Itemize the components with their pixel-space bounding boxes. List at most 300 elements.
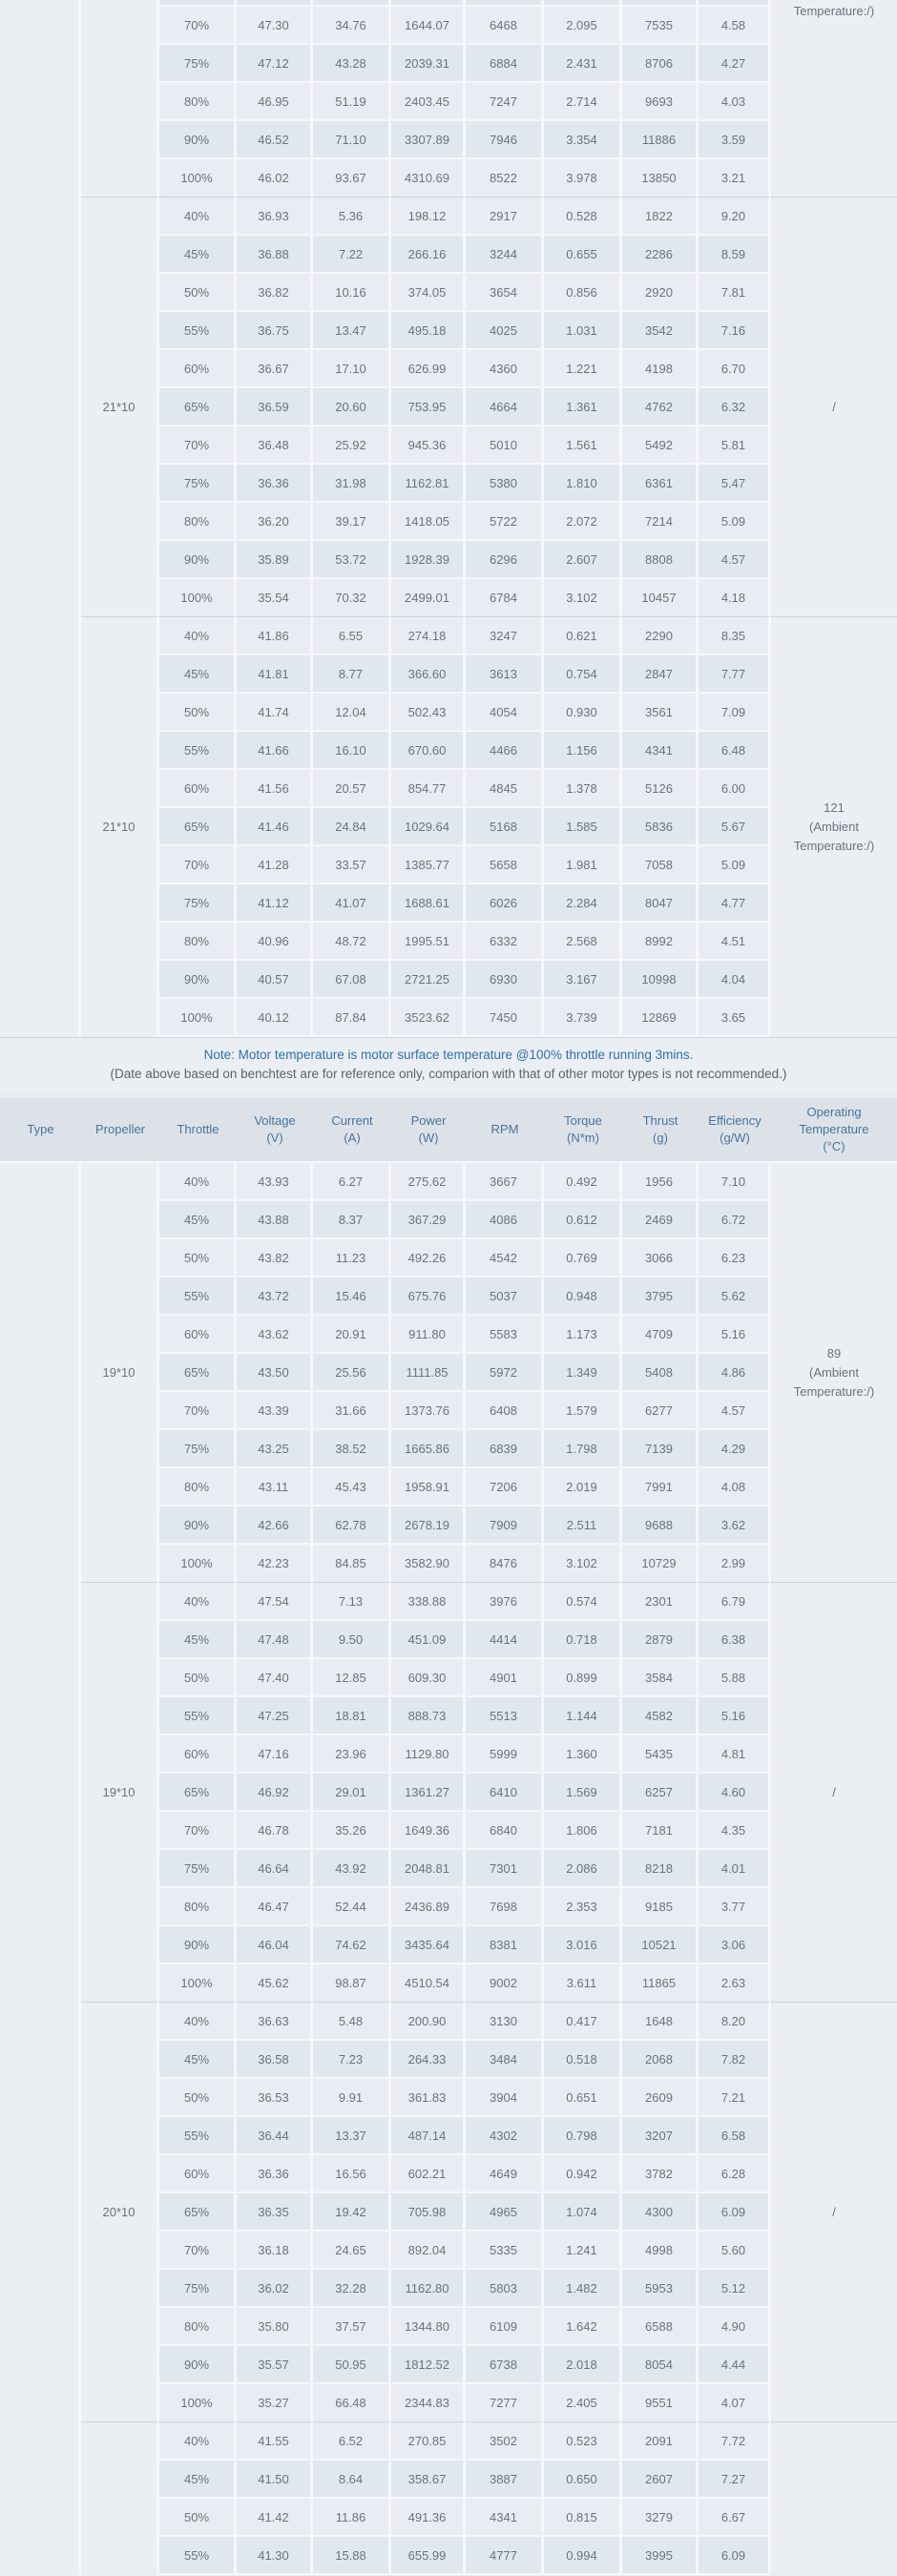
table-cell: 5010 (466, 426, 544, 465)
table-cell: 50% (159, 1659, 237, 1697)
table-cell: 1649.36 (391, 1812, 466, 1850)
table-cell: 75% (159, 465, 237, 503)
table-cell: 36.63 (237, 2003, 313, 2041)
table-cell: 60% (159, 1316, 237, 1354)
table-cell: 4762 (622, 388, 699, 426)
table-cell (622, 0, 699, 7)
table-cell: 3.59 (699, 121, 771, 159)
table-cell: 70% (159, 426, 237, 465)
table-cell: 90% (159, 121, 237, 159)
table-cell: 4300 (622, 2193, 699, 2232)
table-cell: 6840 (466, 1812, 544, 1850)
table-cell: 4.77 (699, 884, 771, 923)
temperature-cell: / (771, 197, 897, 617)
table-cell: 46.92 (237, 1774, 313, 1812)
table-cell: 43.88 (237, 1201, 313, 1239)
table-cell: 25.92 (313, 426, 391, 465)
table-cell: 5.16 (699, 1697, 771, 1735)
table-cell: 8054 (622, 2346, 699, 2384)
table-cell: 7.16 (699, 312, 771, 350)
table-cell: 41.46 (237, 808, 313, 846)
table-cell: 43.25 (237, 1430, 313, 1468)
table-cell: 1162.80 (391, 2270, 466, 2308)
table-cell: 4901 (466, 1659, 544, 1697)
table-cell: 93.67 (313, 159, 391, 197)
table-cell: 4341 (466, 2499, 544, 2537)
table-cell: 4998 (622, 2232, 699, 2270)
table-cell: 3582.90 (391, 1545, 466, 1583)
table-cell: 6296 (466, 541, 544, 579)
table-cell: 3.016 (544, 1926, 622, 1964)
table-cell: 0.899 (544, 1659, 622, 1697)
table-cell: 0.930 (544, 694, 622, 732)
table-cell: 4582 (622, 1697, 699, 1735)
table-cell: 4198 (622, 350, 699, 388)
table-cell: 3.978 (544, 159, 622, 197)
table-cell: 2091 (622, 2422, 699, 2461)
table-cell: 6361 (622, 465, 699, 503)
table-cell: 3.167 (544, 961, 622, 999)
table-cell: 8381 (466, 1926, 544, 1964)
table-cell: 40% (159, 197, 237, 236)
table-cell: 65% (159, 1774, 237, 1812)
table-cell: 753.95 (391, 388, 466, 426)
table-cell: 66.48 (313, 2384, 391, 2422)
table-cell: 2436.89 (391, 1888, 466, 1926)
table-cell: 9.91 (313, 2079, 391, 2117)
column-header: Efficiency (g/W) (699, 1098, 771, 1163)
propeller-cell (81, 2422, 159, 2575)
table-cell: 2920 (622, 274, 699, 312)
table-cell: 100% (159, 999, 237, 1037)
table-cell: 0.492 (544, 1163, 622, 1201)
table-cell: 12869 (622, 999, 699, 1037)
table-cell: 47.12 (237, 45, 313, 83)
table-cell: 41.12 (237, 884, 313, 923)
table-cell: 10457 (622, 579, 699, 617)
table-cell: 36.48 (237, 426, 313, 465)
table-cell: 0.523 (544, 2422, 622, 2461)
table-cell: 25.56 (313, 1354, 391, 1392)
table-cell: 6468 (466, 7, 544, 45)
table-cell: 7058 (622, 846, 699, 884)
table-cell: 4.51 (699, 923, 771, 961)
table-cell: 11886 (622, 121, 699, 159)
table-cell: 6839 (466, 1430, 544, 1468)
table-cell: 10521 (622, 1926, 699, 1964)
table-cell: 51.19 (313, 83, 391, 121)
table-cell: 5335 (466, 2232, 544, 2270)
column-header: Torque (N*m) (544, 1098, 622, 1163)
table-cell: 4.58 (699, 7, 771, 45)
table-cell: 5.16 (699, 1316, 771, 1354)
table-cell: 84.85 (313, 1545, 391, 1583)
table-cell: 36.88 (237, 236, 313, 274)
table-cell: 0.655 (544, 236, 622, 274)
table-cell: 2607 (622, 2461, 699, 2499)
table-cell: 374.05 (391, 274, 466, 312)
table-cell: 0.942 (544, 2155, 622, 2193)
table-cell: 7946 (466, 121, 544, 159)
table-cell: 6.38 (699, 1621, 771, 1659)
table-cell: 1361.27 (391, 1774, 466, 1812)
table-cell: 45% (159, 2461, 237, 2499)
table-cell: 1.569 (544, 1774, 622, 1812)
table-cell: 8992 (622, 923, 699, 961)
table-cell: 2.568 (544, 923, 622, 961)
table-cell: 41.28 (237, 846, 313, 884)
table-cell: 7301 (466, 1850, 544, 1888)
table-cell: 70% (159, 1812, 237, 1850)
table-cell: 9.20 (699, 197, 771, 236)
table-cell: 50% (159, 2499, 237, 2537)
table-cell: 3561 (622, 694, 699, 732)
table-cell: 3887 (466, 2461, 544, 2499)
table-cell: 7206 (466, 1468, 544, 1506)
table-cell: 13850 (622, 159, 699, 197)
table-cell: 492.26 (391, 1239, 466, 1278)
table-cell: 0.518 (544, 2041, 622, 2079)
table-cell: 1418.05 (391, 503, 466, 541)
table-cell: 23.96 (313, 1735, 391, 1774)
table-cell: 46.78 (237, 1812, 313, 1850)
table-cell: 3995 (622, 2537, 699, 2575)
table-cell: 1.074 (544, 2193, 622, 2232)
table-cell: 1344.80 (391, 2308, 466, 2346)
table-cell: 1.378 (544, 770, 622, 808)
table-cell: 35.27 (237, 2384, 313, 2422)
table-cell: 36.59 (237, 388, 313, 426)
table-cell: 2.095 (544, 7, 622, 45)
table-cell: 1.482 (544, 2270, 622, 2308)
table-cell: 4.57 (699, 541, 771, 579)
table-cell: 6.27 (313, 1163, 391, 1201)
table-cell: 36.67 (237, 350, 313, 388)
table-cell: 43.28 (313, 45, 391, 83)
table-cell: 655.99 (391, 2537, 466, 2575)
table-cell: 6.00 (699, 770, 771, 808)
table-cell: 7450 (466, 999, 544, 1037)
table-cell: 100% (159, 159, 237, 197)
table-cell: 5583 (466, 1316, 544, 1354)
table-cell: 8.77 (313, 655, 391, 694)
table-cell: 3244 (466, 236, 544, 274)
table-cell: 36.44 (237, 2117, 313, 2155)
table-cell: 1688.61 (391, 884, 466, 923)
table-cell: 38.52 (313, 1430, 391, 1468)
table-cell: 20.91 (313, 1316, 391, 1354)
table-cell: 70% (159, 846, 237, 884)
table-cell: 274.18 (391, 617, 466, 655)
table-cell: 6884 (466, 45, 544, 83)
table-cell: 7247 (466, 83, 544, 121)
table-cell: 7.81 (699, 274, 771, 312)
table-cell: 12.85 (313, 1659, 391, 1697)
table-cell: 675.76 (391, 1278, 466, 1316)
table-cell: 36.35 (237, 2193, 313, 2232)
table-cell: 6.28 (699, 2155, 771, 2193)
table-cell: 266.16 (391, 236, 466, 274)
table-cell: 2.353 (544, 1888, 622, 1926)
table-cell: 8047 (622, 884, 699, 923)
table-cell: 6410 (466, 1774, 544, 1812)
table-cell: 6.58 (699, 2117, 771, 2155)
table-cell: 12.04 (313, 694, 391, 732)
table-cell: 2.431 (544, 45, 622, 83)
table-cell: 75% (159, 45, 237, 83)
table-cell: 705.98 (391, 2193, 466, 2232)
table-cell: 90% (159, 1506, 237, 1545)
table-cell: 5953 (622, 2270, 699, 2308)
table-cell: 41.50 (237, 2461, 313, 2499)
table-cell: 0.417 (544, 2003, 622, 2041)
table-cell: 8522 (466, 159, 544, 197)
table-cell: 24.84 (313, 808, 391, 846)
table-cell: 495.18 (391, 312, 466, 350)
table-cell: 80% (159, 923, 237, 961)
table-cell: 80% (159, 1468, 237, 1506)
table-cell: 1.144 (544, 1697, 622, 1735)
table-cell: 65% (159, 388, 237, 426)
table-cell: 50% (159, 2079, 237, 2117)
table-cell: 4.03 (699, 83, 771, 121)
propeller-cell: 19*10 (81, 1583, 159, 2003)
table-cell: 275.62 (391, 1163, 466, 1201)
table-cell: 98.87 (313, 1964, 391, 2003)
table-cell: 16.56 (313, 2155, 391, 2193)
table-cell: 16.10 (313, 732, 391, 770)
table-cell: 100% (159, 579, 237, 617)
table-cell: 40.12 (237, 999, 313, 1037)
table-cell: 2.018 (544, 2346, 622, 2384)
table-cell: 2344.83 (391, 2384, 466, 2422)
table-cell: 100% (159, 2384, 237, 2422)
table-cell: 47.25 (237, 1697, 313, 1735)
table-cell: 1.806 (544, 1812, 622, 1850)
table-cell: 46.95 (237, 83, 313, 121)
table-cell: 36.75 (237, 312, 313, 350)
note (0, 1037, 897, 1092)
table-cell: 7.27 (699, 2461, 771, 2499)
table-cell: 2.405 (544, 2384, 622, 2422)
table-cell: 5.36 (313, 197, 391, 236)
table-cell: 8808 (622, 541, 699, 579)
table-cell (237, 0, 313, 7)
temperature-cell: 89 (Ambient Temperature:/) (771, 1163, 897, 1583)
table-cell: 4664 (466, 388, 544, 426)
table-cell: 7181 (622, 1812, 699, 1850)
table-cell: 75% (159, 884, 237, 923)
table-cell: 41.66 (237, 732, 313, 770)
table-cell: 5972 (466, 1354, 544, 1392)
table-cell: 40% (159, 2422, 237, 2461)
table-cell: 46.64 (237, 1850, 313, 1888)
table-row (0, 2003, 897, 2041)
table-cell: 50% (159, 1239, 237, 1278)
table-cell: 2290 (622, 617, 699, 655)
table-cell: 45% (159, 2041, 237, 2079)
table-cell: 50% (159, 694, 237, 732)
table-cell: 43.50 (237, 1354, 313, 1392)
table-cell: 2.714 (544, 83, 622, 121)
table-cell: 4.57 (699, 1392, 771, 1430)
table-cell: 1385.77 (391, 846, 466, 884)
table-cell: 90% (159, 961, 237, 999)
table-cell: 2039.31 (391, 45, 466, 83)
column-header: Propeller (81, 1098, 159, 1163)
table-cell: 6588 (622, 2308, 699, 2346)
table-cell: 41.30 (237, 2537, 313, 2575)
table-cell: 15.88 (313, 2537, 391, 2575)
table-cell: 6.72 (699, 1201, 771, 1239)
table-cell: 10998 (622, 961, 699, 999)
table-cell: 6.48 (699, 732, 771, 770)
table-cell: 8706 (622, 45, 699, 83)
table-cell: 4025 (466, 312, 544, 350)
spec-table-top (0, 0, 897, 1037)
table-cell: 47.16 (237, 1735, 313, 1774)
propeller-cell: 21*10 (81, 197, 159, 617)
table-cell: 3.102 (544, 579, 622, 617)
table-cell: 47.30 (237, 7, 313, 45)
table-cell: 36.02 (237, 2270, 313, 2308)
table-cell: 37.57 (313, 2308, 391, 2346)
table-cell: 7535 (622, 7, 699, 45)
table-cell: 1958.91 (391, 1468, 466, 1506)
table-cell: 7698 (466, 1888, 544, 1926)
table-cell: 39.17 (313, 503, 391, 541)
table-cell: 3.62 (699, 1506, 771, 1545)
table-cell: 6.70 (699, 350, 771, 388)
table-cell: 4845 (466, 770, 544, 808)
table-cell: 36.53 (237, 2079, 313, 2117)
column-header: Thrust (g) (622, 1098, 699, 1163)
table-cell (699, 0, 771, 7)
table-cell: 5.88 (699, 1659, 771, 1697)
propeller-cell: 21*10 (81, 617, 159, 1037)
table-cell: 6.09 (699, 2193, 771, 2232)
table-cell: 4414 (466, 1621, 544, 1659)
table-cell: 20.60 (313, 388, 391, 426)
column-header: Current (A) (313, 1098, 391, 1163)
table-cell: 198.12 (391, 197, 466, 236)
table-cell: 6930 (466, 961, 544, 999)
table-cell: 4.90 (699, 2308, 771, 2346)
table-cell: 41.74 (237, 694, 313, 732)
table-cell: 41.07 (313, 884, 391, 923)
table-cell: 7.77 (699, 655, 771, 694)
propeller-cell (81, 0, 159, 197)
table-cell: 5380 (466, 465, 544, 503)
table-cell: 626.99 (391, 350, 466, 388)
table-cell: 6.67 (699, 2499, 771, 2537)
table-cell: 13.47 (313, 312, 391, 350)
table-cell: 4542 (466, 1239, 544, 1278)
table-cell: 1.642 (544, 2308, 622, 2346)
type-cell (0, 1163, 81, 2575)
table-cell: 1.360 (544, 1735, 622, 1774)
table-cell: 3307.89 (391, 121, 466, 159)
table-cell: 65% (159, 2193, 237, 2232)
table-cell: 5.81 (699, 426, 771, 465)
spec-table-bottom (0, 1098, 897, 2575)
temperature-cell (771, 2422, 897, 2575)
table-cell: 6784 (466, 579, 544, 617)
table-cell: 3.77 (699, 1888, 771, 1926)
table-cell: 40.96 (237, 923, 313, 961)
table-cell: 3542 (622, 312, 699, 350)
table-cell: 75% (159, 1850, 237, 1888)
table-cell: 7.21 (699, 2079, 771, 2117)
table-cell: 5803 (466, 2270, 544, 2308)
table-cell: 75% (159, 1430, 237, 1468)
table-cell: 6277 (622, 1392, 699, 1430)
table-cell (313, 0, 391, 7)
table-cell: 4.86 (699, 1354, 771, 1392)
table-cell: 19.42 (313, 2193, 391, 2232)
table-cell: 1995.51 (391, 923, 466, 961)
table-cell: 8.64 (313, 2461, 391, 2499)
table-cell: 35.57 (237, 2346, 313, 2384)
table-cell: 2301 (622, 1583, 699, 1621)
table-cell: 35.54 (237, 579, 313, 617)
table-cell: 31.66 (313, 1392, 391, 1430)
table-cell: 264.33 (391, 2041, 466, 2079)
table-cell: 4.07 (699, 2384, 771, 2422)
table-row (0, 197, 897, 236)
table-cell: 60% (159, 2155, 237, 2193)
table-cell: 41.56 (237, 770, 313, 808)
table-cell: 5492 (622, 426, 699, 465)
table-cell: 4.08 (699, 1468, 771, 1506)
table-cell: 361.83 (391, 2079, 466, 2117)
table-cell: 70% (159, 1392, 237, 1430)
table-cell: 4.60 (699, 1774, 771, 1812)
column-header: Throttle (159, 1098, 237, 1163)
table-cell: 1.798 (544, 1430, 622, 1468)
table-row-partial (0, 0, 897, 7)
table-cell: 40% (159, 617, 237, 655)
column-header: Voltage (V) (237, 1098, 313, 1163)
table-cell: 43.39 (237, 1392, 313, 1430)
table-cell: 2403.45 (391, 83, 466, 121)
note-line-2: (Date above based on benchtest are for reference only, comparion with that of other motor types is not recommended.) (110, 1067, 787, 1081)
table-cell: 70% (159, 7, 237, 45)
table-cell: 358.67 (391, 2461, 466, 2499)
table-cell: 6408 (466, 1392, 544, 1430)
temperature-cell: 121 (Ambient Temperature:/) (771, 617, 897, 1037)
table-cell: 6026 (466, 884, 544, 923)
temperature-cell: Temperature:/) (771, 0, 897, 197)
table-cell: 36.93 (237, 197, 313, 236)
table-cell: 5658 (466, 846, 544, 884)
table-cell: 13.37 (313, 2117, 391, 2155)
table-cell: 4310.69 (391, 159, 466, 197)
table-cell: 6332 (466, 923, 544, 961)
table-cell: 36.82 (237, 274, 313, 312)
table-cell: 2917 (466, 197, 544, 236)
table-cell: 5037 (466, 1278, 544, 1316)
table-cell: 4510.54 (391, 1964, 466, 2003)
table-cell: 50.95 (313, 2346, 391, 2384)
table-cell: 3207 (622, 2117, 699, 2155)
table-cell: 0.621 (544, 617, 622, 655)
table-cell: 1665.86 (391, 1430, 466, 1468)
table-cell: 2.284 (544, 884, 622, 923)
table-cell: 62.78 (313, 1506, 391, 1545)
type-cell (0, 0, 81, 1037)
table-cell: 5999 (466, 1735, 544, 1774)
